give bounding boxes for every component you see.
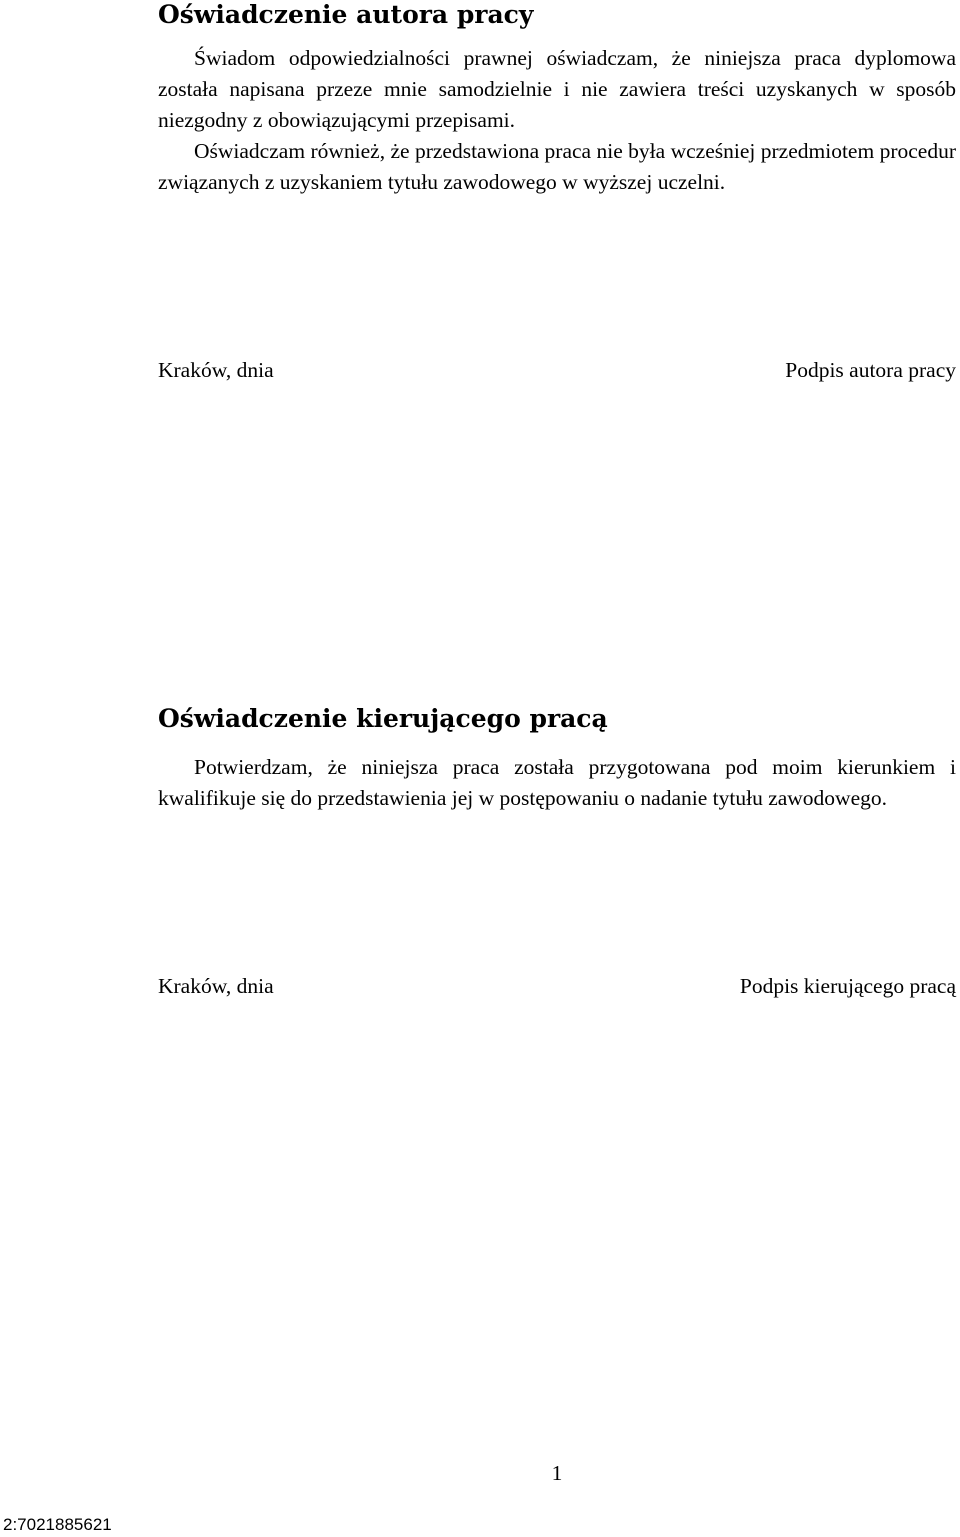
supervisor-signature-label: Podpis kierującego pracą	[739, 974, 956, 998]
supervisor-place-date-label: Kraków, dnia	[158, 974, 274, 998]
document-id: 2:7021885621	[3, 1515, 112, 1534]
supervisor-statement-heading: Oświadczenie kierującego pracą	[158, 704, 608, 733]
author-statement-paragraph-2: Oświadczam również, że przedstawiona praca nie była wcześniej przedmiotem procedur związanych z uzyskaniem tytułu zawodowego w wyższej uczelni.	[158, 139, 956, 194]
supervisor-statement-body	[158, 752, 956, 814]
author-statement-heading: Oświadczenie autora pracy	[158, 0, 534, 29]
author-signature-label: Podpis autora pracy	[785, 358, 956, 382]
supervisor-signature-line	[158, 971, 956, 1001]
author-statement-paragraph-1: Świadom odpowiedzialności prawnej oświadczam, że niniejsza praca dyplomowa została napisana przeze mnie samodzielnie i nie zawiera treści uzyskanych w sposób niezgodny z obowiązującymi przepisami.	[158, 46, 956, 132]
author-place-date-label: Kraków, dnia	[158, 358, 274, 382]
supervisor-statement-paragraph: Potwierdzam, że niniejsza praca została przygotowana pod moim kierunkiem i kwalifikuje się do przedstawienia jej w postępowaniu o nadanie tytułu zawodowego.	[158, 755, 956, 810]
page-number: 1	[551, 1461, 563, 1485]
author-statement-body	[158, 43, 956, 198]
author-signature-line	[158, 355, 956, 385]
